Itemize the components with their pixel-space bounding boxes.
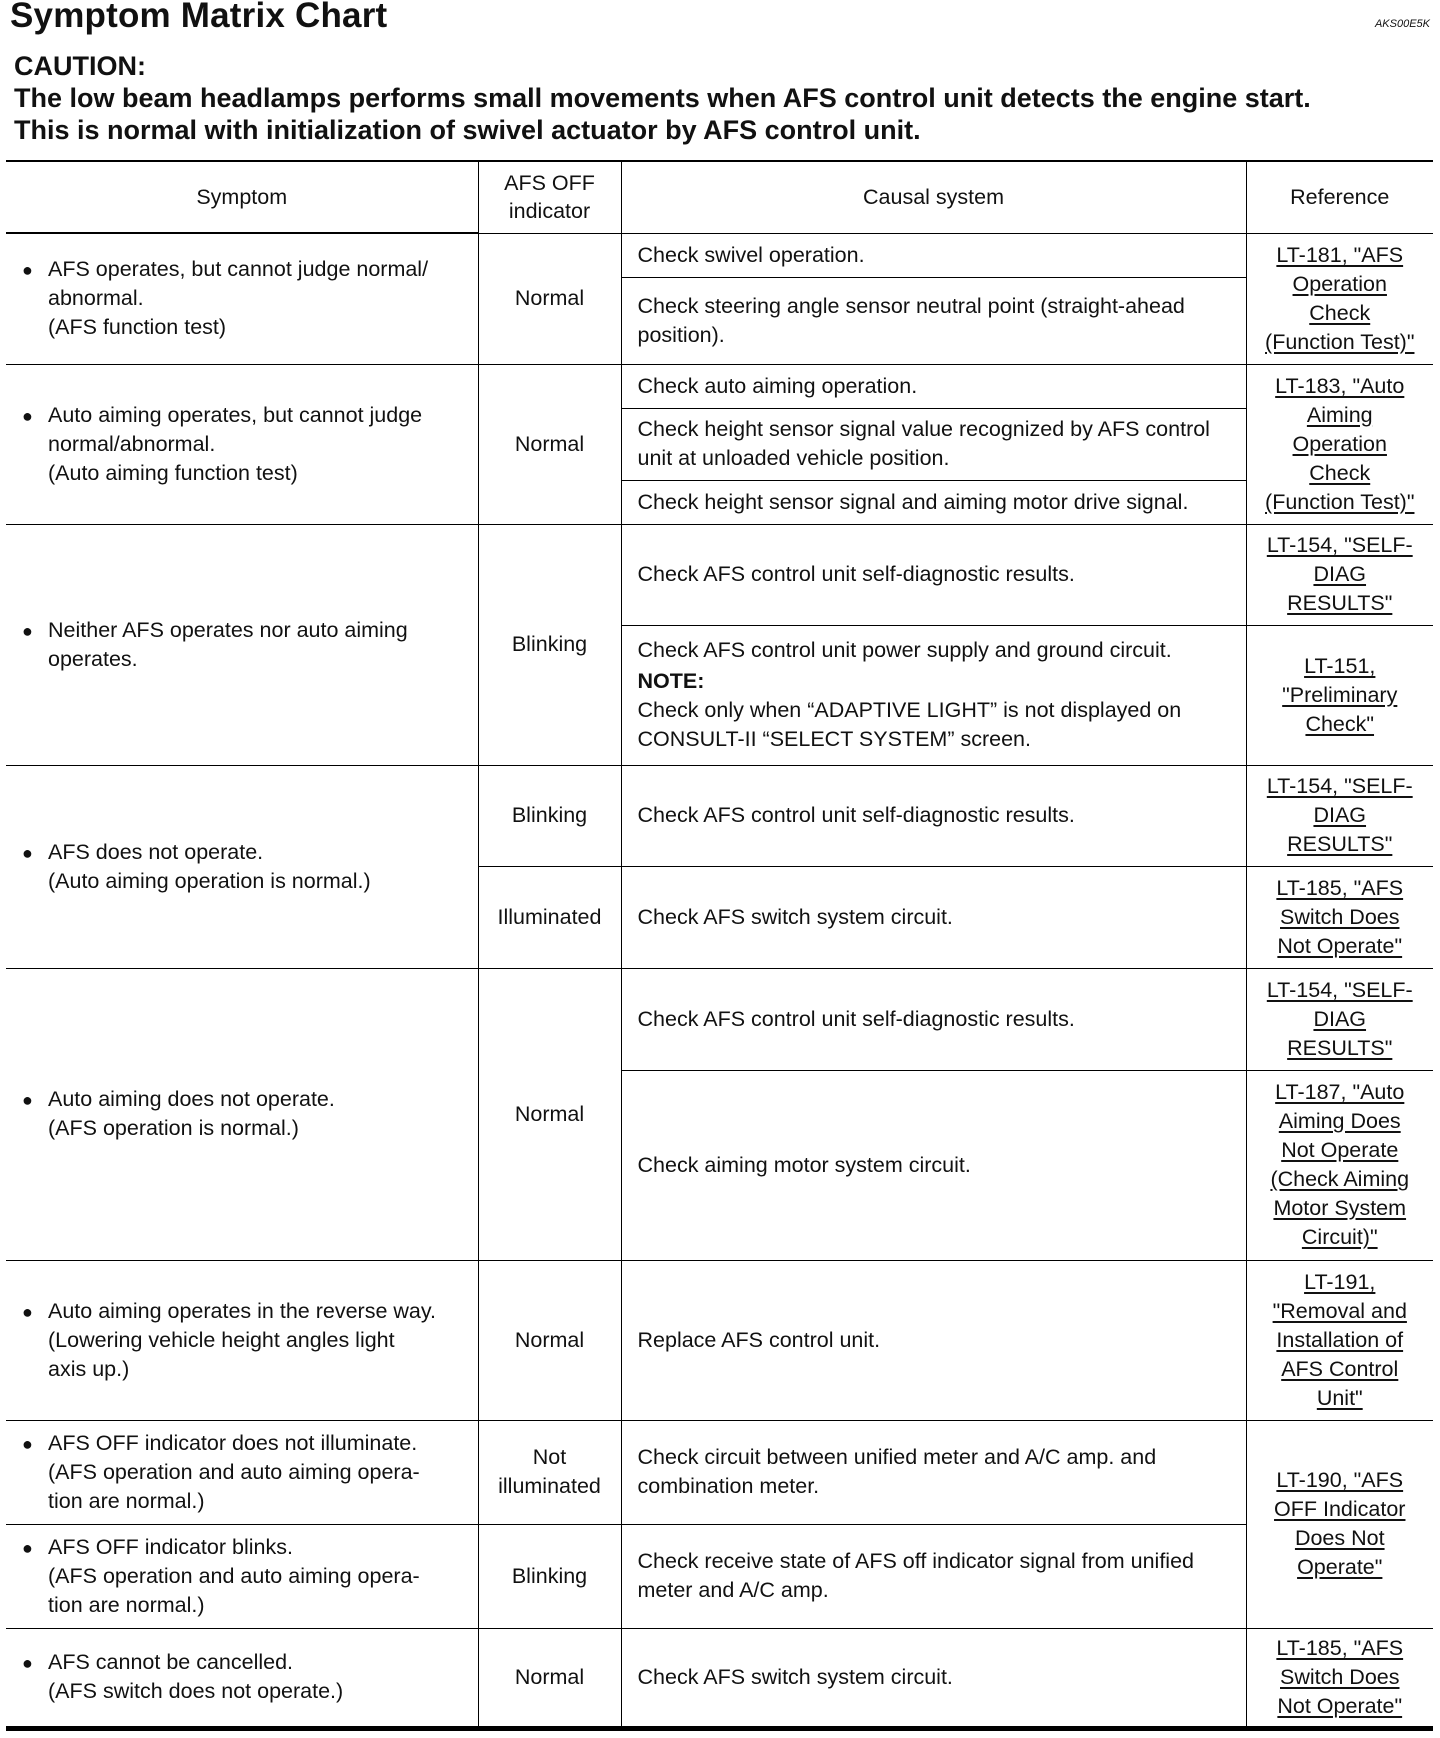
- reference-cell: [1246, 1070, 1433, 1260]
- indicator-cell: Normal: [478, 1628, 621, 1728]
- table-row: [6, 1628, 1433, 1728]
- symptom-line: Auto aiming does not operate.: [48, 1087, 335, 1111]
- symptom-line: normal/abnormal.: [48, 431, 216, 456]
- bullet-icon: ●: [22, 260, 33, 281]
- reference-cell: [1246, 1260, 1433, 1420]
- caution-line-2: This is normal with initialization of swivel actuator by AFS control unit.: [14, 115, 921, 145]
- reference-cell: [1246, 524, 1433, 625]
- table-row: [6, 524, 1433, 625]
- header-indicator: [478, 161, 621, 233]
- cause-cell: Check steering angle sensor neutral point (straight-ahead position).: [621, 277, 1246, 364]
- cause-cell: Check height sensor signal and aiming motor drive signal.: [621, 480, 1246, 524]
- table-row: [6, 968, 1433, 1070]
- indicator-cell: Blinking: [478, 765, 621, 866]
- cause-cell: Check AFS switch system circuit.: [621, 1628, 1246, 1728]
- reference-link[interactable]: LT-154, "SELF-DIAG RESULTS": [1266, 977, 1413, 1060]
- header-symptom: Symptom: [6, 161, 478, 233]
- symptom-line: (AFS operation and auto aiming opera-: [48, 1459, 420, 1484]
- symptom-line: AFS operates, but cannot judge normal/: [48, 257, 429, 282]
- symptom-line: (Auto aiming function test): [48, 460, 298, 485]
- symptom-cell: [6, 1260, 478, 1420]
- symptom-line: AFS OFF indicator does not illuminate.: [48, 1430, 418, 1455]
- cause-cell: Check circuit between unified meter and A/C amp. and combination meter.: [621, 1420, 1246, 1524]
- reference-cell: [1246, 364, 1433, 524]
- header-indicator-line-1: AFS OFF: [504, 171, 595, 196]
- indicator-cell: Blinking: [478, 524, 621, 765]
- note-text: Check only when “ADAPTIVE LIGHT” is not displayed on CONSULT-II “SELECT SYSTEM” screen.: [637, 698, 1182, 751]
- cause-cell: Check aiming motor system circuit.: [621, 1070, 1246, 1260]
- reference-cell: [1246, 866, 1433, 968]
- symptom-line: operates.: [48, 646, 138, 671]
- reference-cell: [1246, 765, 1433, 866]
- symptom-cell: [6, 968, 478, 1260]
- reference-link[interactable]: LT-185, "AFS Switch Does Not Operate": [1276, 1635, 1404, 1718]
- reference-link[interactable]: LT-190, "AFS OFF Indicator Does Not Operate": [1274, 1468, 1406, 1579]
- cause-cell: Check swivel operation.: [621, 233, 1246, 277]
- table-header-row: [6, 161, 1433, 233]
- cause-cell: Check auto aiming operation.: [621, 364, 1246, 408]
- symptom-matrix-table: [6, 160, 1433, 1731]
- caution-block: [14, 50, 1434, 146]
- symptom-line: (Auto aiming operation is normal.): [48, 868, 371, 893]
- symptom-line: (Lowering vehicle height angles light: [48, 1327, 395, 1352]
- reference-cell: [1246, 968, 1433, 1070]
- reference-link[interactable]: LT-191, "Removal and Installation of AFS Control Unit": [1272, 1269, 1407, 1410]
- table-row: [6, 233, 1433, 277]
- symptom-line: (AFS function test): [48, 315, 227, 340]
- caution-line-1: The low beam headlamps performs small movements when AFS control unit detects the engine start.: [14, 83, 1311, 113]
- note-label: NOTE:: [637, 669, 705, 693]
- bullet-icon: ●: [22, 1301, 33, 1322]
- bullet-icon: ●: [22, 1537, 33, 1558]
- cause-cell: [621, 625, 1246, 765]
- indicator-cell: Illuminated: [478, 866, 621, 968]
- reference-cell: [1246, 1628, 1433, 1728]
- symptom-cell: [6, 1628, 478, 1728]
- symptom-cell: [6, 1524, 478, 1628]
- table-row: [6, 364, 1433, 408]
- reference-link[interactable]: LT-183, "Auto Aiming Operation Check (Function Test)": [1265, 373, 1415, 514]
- indicator-cell: Normal: [478, 968, 621, 1260]
- symptom-line: (AFS switch does not operate.): [48, 1679, 344, 1703]
- indicator-cell: Blinking: [478, 1524, 621, 1628]
- header-causal-system: Causal system: [621, 161, 1246, 233]
- cause-cell: Check receive state of AFS off indicator signal from unified meter and A/C amp.: [621, 1524, 1246, 1628]
- symptom-line: Auto aiming operates, but cannot judge: [48, 402, 423, 427]
- symptom-cell: [6, 1420, 478, 1524]
- symptom-line: AFS does not operate.: [48, 839, 264, 864]
- symptom-cell: [6, 765, 478, 968]
- table-row: [6, 765, 1433, 866]
- indicator-cell: Normal: [478, 233, 621, 364]
- symptom-line: Neither AFS operates nor auto aiming: [48, 617, 408, 642]
- header-indicator-line-2: indicator: [508, 199, 591, 224]
- bullet-icon: ●: [22, 1433, 33, 1454]
- cause-cell: Check AFS control unit self-diagnostic results.: [621, 765, 1246, 866]
- header-reference: Reference: [1246, 161, 1433, 233]
- symptom-line: AFS cannot be cancelled.: [48, 1650, 294, 1674]
- symptom-line: abnormal.: [48, 286, 144, 311]
- reference-cell: [1246, 625, 1433, 765]
- symptom-line: (AFS operation is normal.): [48, 1116, 299, 1140]
- page-title: Symptom Matrix Chart: [10, 0, 388, 35]
- bullet-icon: ●: [22, 1090, 33, 1110]
- table-row: [6, 1420, 1433, 1524]
- bullet-icon: ●: [22, 405, 33, 426]
- reference-cell: [1246, 1420, 1433, 1628]
- table-row: [6, 1524, 1433, 1628]
- reference-link[interactable]: LT-154, "SELF-DIAG RESULTS": [1266, 774, 1413, 856]
- bullet-icon: ●: [22, 620, 33, 641]
- symptom-cell: [6, 524, 478, 765]
- reference-link[interactable]: LT-187, "Auto Aiming Does Not Operate (Check Aiming Motor System Circuit)": [1270, 1080, 1410, 1249]
- table-row: [6, 1260, 1433, 1420]
- cause-cell: Replace AFS control unit.: [621, 1260, 1246, 1420]
- cause-cell: Check AFS switch system circuit.: [621, 866, 1246, 968]
- cause-text: Check AFS control unit power supply and ground circuit.: [637, 638, 1172, 662]
- symptom-cell: [6, 364, 478, 524]
- symptom-line: tion are normal.): [48, 1592, 205, 1617]
- reference-link[interactable]: LT-181, "AFS Operation Check (Function Test)": [1265, 242, 1415, 354]
- reference-link[interactable]: LT-185, "AFS Switch Does Not Operate": [1276, 875, 1404, 958]
- symptom-line: (AFS operation and auto aiming opera-: [48, 1563, 420, 1588]
- reference-cell: [1246, 233, 1433, 364]
- cause-cell: Check AFS control unit self-diagnostic results.: [621, 968, 1246, 1070]
- bullet-icon: ●: [22, 842, 33, 863]
- reference-link[interactable]: LT-151, "Preliminary Check": [1282, 653, 1398, 736]
- indicator-cell: Normal: [478, 1260, 621, 1420]
- cause-cell: Check AFS control unit self-diagnostic results.: [621, 524, 1246, 625]
- bullet-icon: ●: [22, 1653, 33, 1673]
- caution-label: CAUTION:: [14, 51, 146, 81]
- symptom-line: axis up.): [48, 1356, 130, 1381]
- symptom-line: AFS OFF indicator blinks.: [48, 1534, 293, 1559]
- symptom-line: Auto aiming operates in the reverse way.: [48, 1298, 436, 1323]
- symptom-cell: [6, 233, 478, 364]
- document-code: AKS00E5K: [1374, 18, 1430, 30]
- indicator-cell: Normal: [478, 364, 621, 524]
- symptom-line: tion are normal.): [48, 1488, 205, 1513]
- reference-link[interactable]: LT-154, "SELF-DIAG RESULTS": [1266, 533, 1413, 615]
- cause-cell: Check height sensor signal value recognized by AFS control unit at unloaded vehicle position.: [621, 408, 1246, 480]
- indicator-cell: Not illuminated: [478, 1420, 621, 1524]
